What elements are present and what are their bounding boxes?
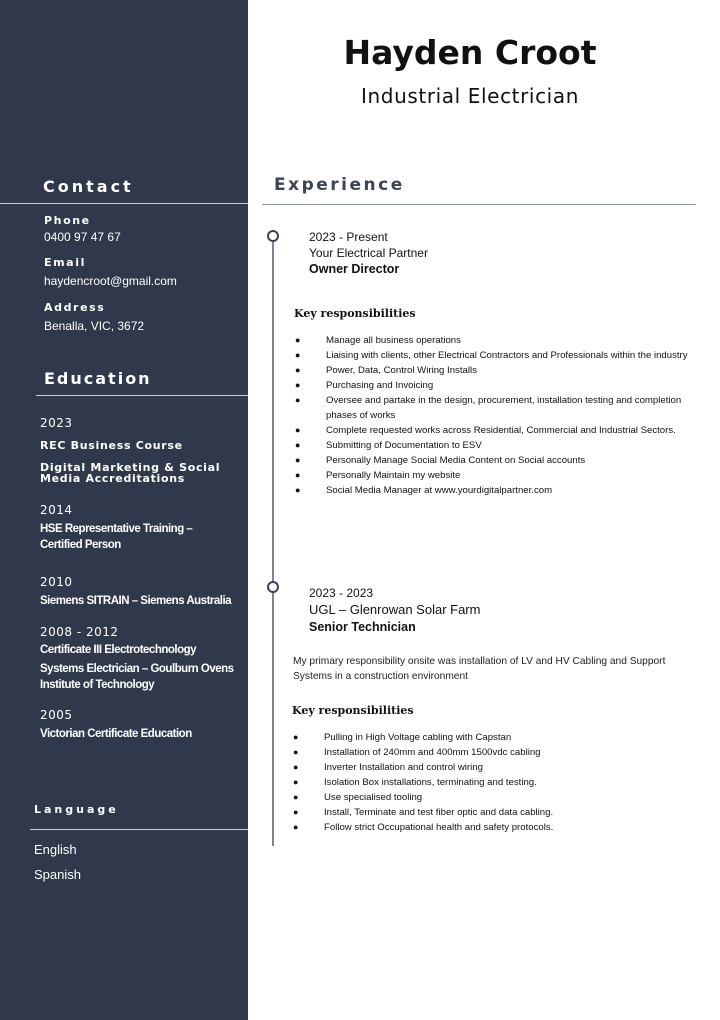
list-item: ● Installation of 240mm and 400mm 1500vdc cabling — [293, 747, 541, 758]
education-divider — [36, 395, 248, 396]
job-company: UGL – Glenrowan Solar Farm — [309, 602, 481, 617]
responsibilities-list — [292, 730, 692, 835]
list-item: ● Personally Manage Social Media Content on Social accounts — [295, 455, 586, 466]
list-item: ● Power, Data, Control Wiring Installs — [295, 365, 477, 376]
language-item: English — [34, 842, 77, 857]
edu-year: 2005 — [40, 708, 73, 722]
edu-item: REC Business Course — [40, 439, 183, 452]
job-description: My primary responsibility onsite was installation of LV and HV Cabling and Support Systems in a construction environment — [293, 656, 666, 682]
list-item: ● Liaising with clients, other Electrical Contractors and Professionals within the industry — [295, 350, 688, 361]
list-item: ● Personally Maintain my website — [295, 470, 461, 481]
edu-item: Certificate III Electrotechnology — [40, 644, 197, 656]
email-label: Email — [44, 256, 86, 269]
edu-year: 2010 — [40, 575, 73, 589]
education-heading: Education — [44, 369, 152, 388]
list-item: ● Manage all business operations — [295, 335, 461, 346]
phone-label: Phone — [44, 214, 91, 227]
edu-year: 2014 — [40, 503, 73, 517]
list-item: ● Purchasing and Invoicing — [295, 380, 434, 391]
list-item: ● Install, Terminate and test fiber optic and data cabling. — [293, 807, 554, 818]
contact-heading: Contact — [43, 177, 134, 196]
job-period: 2023 - 2023 — [309, 586, 374, 600]
list-item: ● Complete requested works across Residential, Commercial and Industrial Sectors. — [295, 425, 676, 436]
list-item: ● Use specialised tooling — [293, 792, 423, 803]
edu-item: Digital Marketing & Social Media Accreditations — [40, 461, 221, 485]
responsibilities-heading: Key responsibilities — [294, 307, 416, 320]
list-item: ● Inverter Installation and control wiring — [293, 762, 483, 773]
job-period: 2023 - Present — [309, 230, 388, 244]
experience-heading: Experience — [274, 175, 405, 195]
responsibilities-heading: Key responsibilities — [292, 704, 414, 717]
experience-divider — [262, 204, 696, 205]
language-heading: Language — [34, 803, 119, 816]
job-role: Senior Technician — [309, 620, 416, 634]
language-divider — [30, 829, 248, 830]
edu-item: HSE Representative Training – Certified Person — [40, 523, 193, 551]
list-item: ● Follow strict Occupational health and safety protocols. — [293, 822, 554, 833]
edu-year: 2023 — [40, 416, 73, 430]
timeline-line — [272, 240, 274, 846]
email-value: haydencroot@gmail.com — [44, 274, 177, 288]
address-value: Benalla, VIC, 3672 — [44, 319, 145, 333]
edu-year: 2008 - 2012 — [40, 625, 119, 639]
list-item: ● Social Media Manager at www.yourdigitalpartner.com — [295, 485, 553, 496]
phone-value: 0400 97 47 67 — [44, 230, 121, 244]
sidebar — [0, 0, 248, 1020]
edu-item: Siemens SITRAIN – Siemens Australia — [40, 595, 232, 607]
edu-item: Systems Electrician – Goulburn Ovens Institute of Technology — [40, 663, 234, 691]
candidate-name: Hayden Croot — [343, 33, 597, 72]
responsibilities-list — [294, 333, 694, 498]
list-item: ● Oversee and partake in the design, procurement, installation testing and completion phases of works — [295, 395, 682, 421]
list-item: ● Submitting of Documentation to ESV — [295, 440, 482, 451]
candidate-title: Industrial Electrician — [361, 84, 579, 108]
language-item: Spanish — [34, 867, 81, 882]
job-role: Owner Director — [309, 262, 400, 276]
job-company: Your Electrical Partner — [309, 246, 428, 260]
address-label: Address — [44, 301, 106, 314]
list-item: ● Pulling in High Voltage cabling with Capstan — [293, 732, 512, 743]
edu-item: Victorian Certificate Education — [40, 728, 192, 740]
list-item: ● Isolation Box installations, terminating and testing. — [293, 777, 537, 788]
contact-divider — [0, 203, 248, 204]
timeline-marker — [267, 581, 279, 593]
timeline-marker — [267, 230, 279, 242]
